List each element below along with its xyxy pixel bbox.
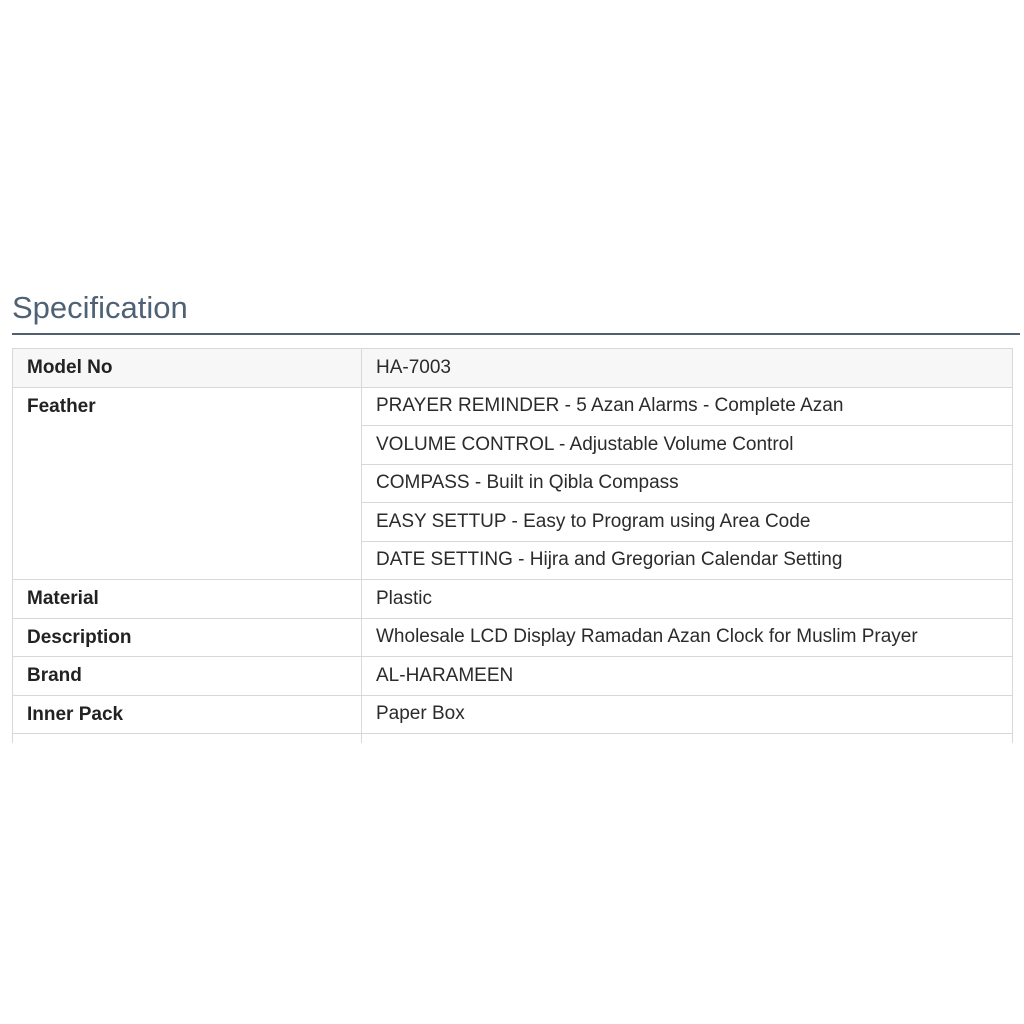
table-row-brand [13, 657, 1013, 696]
spec-value-brand: AL-HARAMEEN [362, 657, 1013, 696]
table-row-material [13, 580, 1013, 619]
spec-key-material: Material [13, 580, 362, 619]
spec-value-feather-3: COMPASS - Built in Qibla Compass [362, 464, 1013, 503]
table-row-inner-pack [13, 695, 1013, 734]
spec-key-model-no: Model No [13, 349, 362, 388]
table-row-feather [13, 387, 1013, 426]
spec-value-material: Plastic [362, 580, 1013, 619]
section-title: Specification [12, 288, 1020, 335]
table-row-cutoff [13, 734, 1013, 744]
table-row-description [13, 618, 1013, 657]
spec-value-cutoff [362, 734, 1013, 744]
specification-table [12, 348, 1013, 743]
spec-value-inner-pack: Paper Box [362, 695, 1013, 734]
spec-key-cutoff [13, 734, 362, 744]
spec-value-model-no: HA-7003 [362, 349, 1013, 388]
spec-value-feather-1: PRAYER REMINDER - 5 Azan Alarms - Complete Azan [362, 387, 1013, 426]
spec-key-inner-pack: Inner Pack [13, 695, 362, 734]
specification-section [12, 288, 1020, 743]
spec-key-description: Description [13, 618, 362, 657]
spec-value-feather-5: DATE SETTING - Hijra and Gregorian Calendar Setting [362, 541, 1013, 580]
spec-value-feather-2: VOLUME CONTROL - Adjustable Volume Control [362, 426, 1013, 465]
spec-value-description: Wholesale LCD Display Ramadan Azan Clock for Muslim Prayer [362, 618, 1013, 657]
spec-key-feather: Feather [13, 387, 362, 580]
spec-value-feather-4: EASY SETTUP - Easy to Program using Area Code [362, 503, 1013, 542]
spec-key-brand: Brand [13, 657, 362, 696]
table-row-model-no [13, 349, 1013, 388]
